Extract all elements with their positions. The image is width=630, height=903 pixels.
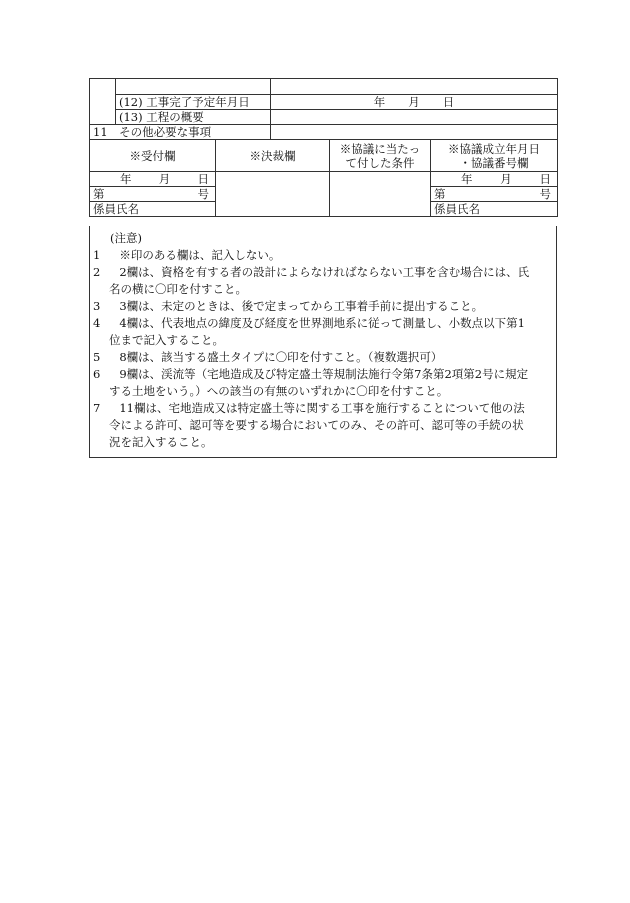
agreement-month: 月 [500, 172, 512, 186]
completion-date-label: (12) 工事完了予定年月日 [116, 95, 271, 110]
note-text: 8欄は、該当する盛土タイプに〇印を付すこと。（複数選択可） [119, 350, 443, 364]
indent-cell [90, 79, 116, 125]
reception-number-cell [90, 187, 216, 202]
note-item-1 [92, 247, 550, 264]
conditions-cell [330, 172, 431, 217]
agreement-day: 日 [539, 172, 551, 186]
note-number: 1 [93, 248, 101, 262]
reception-date-cell [90, 172, 216, 187]
note-text: する土地をいう。）への該当の有無のいずれかに〇印を付すこと。 [109, 384, 449, 398]
agreement-staff-cell: 係員氏名 [431, 202, 558, 217]
reception-day: 日 [197, 172, 209, 186]
note-text: 4欄は、代表地点の緯度及び経度を世界測地系に従って測量し、小数点以下第1 [119, 316, 525, 330]
blank-label-cell [116, 79, 271, 95]
other-matters-value [271, 125, 558, 140]
note-item-7 [92, 400, 550, 451]
agreement-header [431, 140, 558, 172]
note-item-5 [92, 349, 550, 366]
notes-title: (注意) [110, 231, 142, 245]
conditions-header [330, 140, 431, 172]
agreement-header-line1: ※協議成立年月日 [448, 141, 540, 156]
application-form-table [89, 78, 558, 217]
reception-header: ※受付欄 [90, 140, 216, 172]
note-number: 4 [93, 316, 101, 330]
note-text: 3欄は、未定のときは、後で定まってから工事着手前に提出すること。 [119, 299, 484, 313]
completion-date-value: 年 月 日 [271, 95, 558, 110]
note-item-3 [92, 298, 550, 315]
reception-number-prefix: 第 [93, 187, 105, 201]
note-number: 2 [93, 265, 101, 279]
agreement-number-prefix: 第 [434, 187, 446, 201]
note-item-2 [92, 264, 550, 298]
process-outline-label: (13) 工程の概要 [116, 110, 271, 125]
decision-cell [216, 172, 330, 217]
agreement-header-line2: ・協議番号欄 [459, 155, 529, 170]
blank-value-cell [271, 79, 558, 95]
note-text: 名の横に〇印を付すこと。 [109, 282, 247, 296]
decision-header: ※決裁欄 [216, 140, 330, 172]
agreement-number-cell [431, 187, 558, 202]
reception-year: 年 [120, 172, 132, 186]
note-item-6 [92, 366, 550, 400]
note-item-4 [92, 315, 550, 349]
note-text: 2欄は、資格を有する者の設計によらなければならない工事を含む場合には、氏 [119, 265, 530, 279]
note-number: 3 [93, 299, 101, 313]
notes-section [89, 226, 557, 458]
conditions-header-line1: ※協議に当たっ [339, 141, 421, 156]
conditions-header-line2: て付した条件 [345, 155, 415, 170]
note-number: 7 [93, 401, 101, 415]
note-text: 9欄は、渓流等（宅地造成及び特定盛土等規制法施行令第7条第2項第2号に規定 [119, 367, 529, 381]
note-text: 位まで記入すること。 [109, 333, 224, 347]
reception-number-suffix: 号 [197, 187, 209, 201]
note-text: 況を記入すること。 [109, 435, 213, 449]
note-text: 令による許可、認可等を要する場合においてのみ、その許可、認可等の手続の状 [109, 418, 524, 432]
other-matters-label: 11 その他必要な事項 [90, 125, 271, 140]
agreement-year: 年 [461, 172, 473, 186]
agreement-date-cell [431, 172, 558, 187]
reception-staff-cell: 係員氏名 [90, 202, 216, 217]
note-number: 5 [93, 350, 101, 364]
reception-month: 月 [158, 172, 171, 186]
note-text: 11欄は、宅地造成又は特定盛土等に関する工事を施行することについて他の法 [119, 401, 525, 415]
note-text: ※印のある欄は、記入しない。 [119, 248, 281, 262]
agreement-number-suffix: 号 [539, 187, 552, 201]
process-outline-value [271, 110, 558, 125]
note-number: 6 [93, 367, 101, 381]
